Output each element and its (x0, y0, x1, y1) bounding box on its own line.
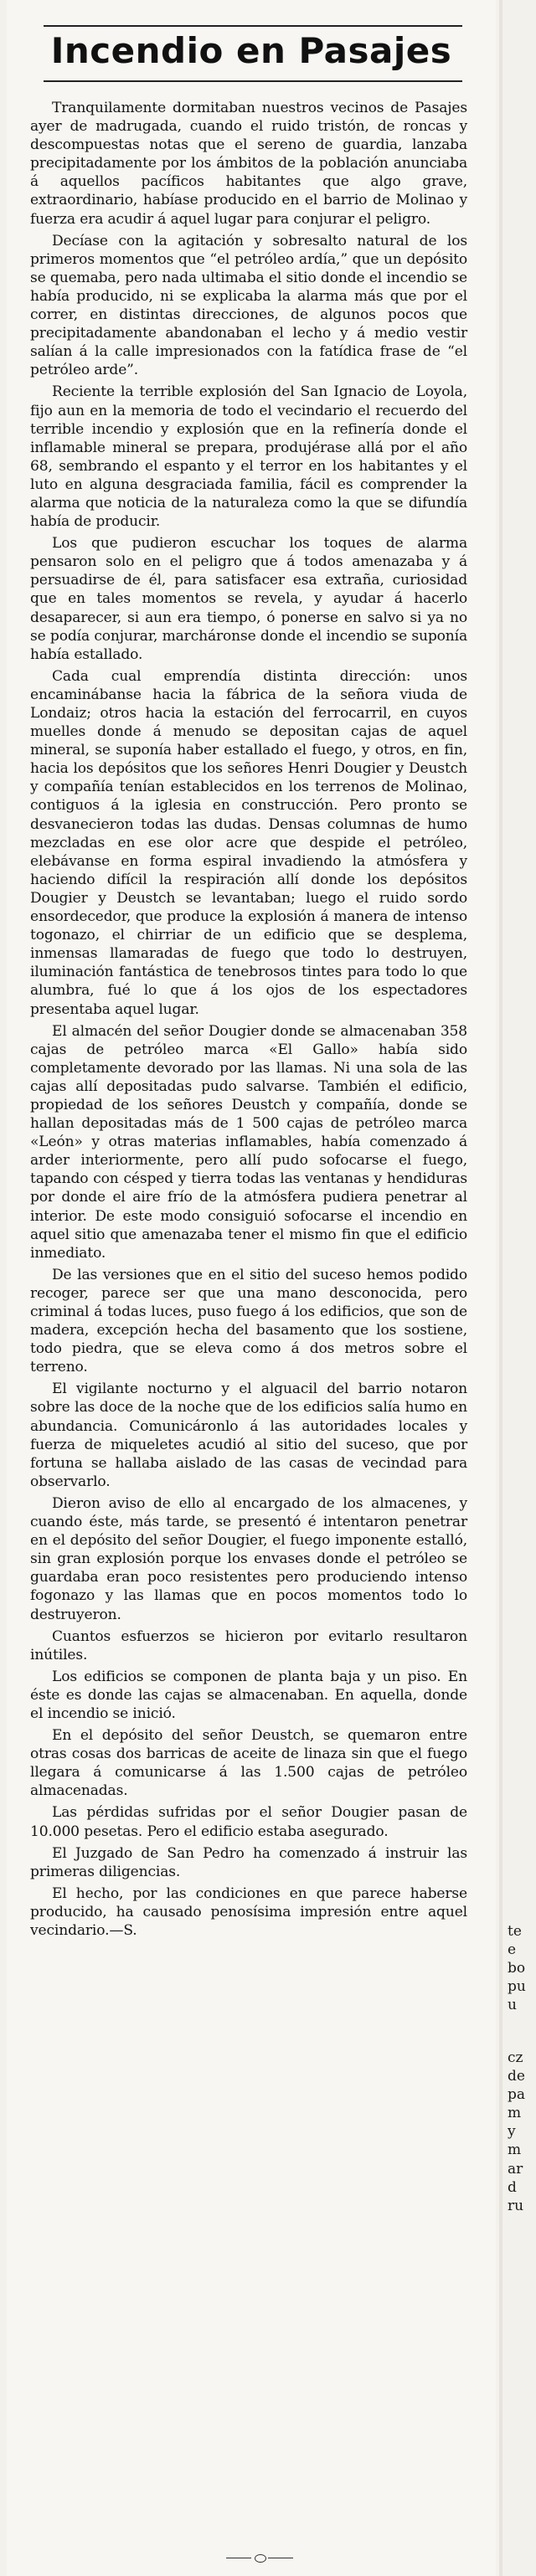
paragraph-9: Dieron aviso de ello al encargado de los almacenes, y cuando éste, más tarde, se presentó é intentaron penetrar en el depósito del señor Dougier, el fuego imponente estalló, sin gran explosión porque los envases donde el petróleo se guardaba eran poco resistentes pero produciendo intenso fogonazo y las llamas que en pocos momentos todo lo destruyeron. (30, 1494, 467, 1623)
paragraph-2: Decíase con la agitación y sobresalto natural de los primeros momentos que “el petróleo ardía,” que un depósito se quemaba, pero nada ultimaba el sitio donde el incendio se había producido, ni se explicaba la alarma más que por el correr, en distintas direcciones, de algunos pocos que precipitadamente abandonaban el lecho y á medio vestir salían á la calle impresionados con la fatídica frase de “el petróleo arde”. (30, 232, 467, 379)
adjacent-line: te (508, 1923, 522, 1940)
adjacent-line: m (508, 2105, 522, 2122)
paragraph-11: Los edificios se componen de planta baja y un piso. En éste es donde las cajas se almacenaban. En aquella, donde el incendio se inició. (30, 1668, 467, 1722)
adjacent-line: y (508, 2123, 516, 2141)
adjacent-line: de (508, 2068, 525, 2085)
paragraph-3: Reciente la terrible explosión del San Ignacio de Loyola, fijo aun en la memoria de todo el vecindario el recuerdo del terrible incendio y explosión que en la refinería donde el inflamable mineral se prepara, produjérase allá por el año 68, sembrando el espanto y el terror en los habitantes y el luto en alguna desgraciada familia, fácil es comprender la alarma que noticia de la naturaleza como la que se difundía había de producir. (30, 383, 467, 531)
adjacent-line: pa (508, 2086, 526, 2104)
adjacent-line: d (508, 2178, 517, 2196)
adjacent-column-fragment-bottom (508, 2049, 536, 2215)
paragraph-1: Tranquilamente dormitaban nuestros vecinos de Pasajes ayer de madrugada, cuando el ruido tristón, de roncas y descompuestas notas que el sereno de guardia, lanzaba precipitadamente por los ámbitos de la población anunciaba á aquellos pacíficos habitantes que algo grave, extraordinario, habíase producido en el barrio de Molinao y fuerza era acudir á aquel lugar para conjurar el peligro. (30, 100, 467, 228)
paragraph-13: Las pérdidas sufridas por el señor Dougier pasan de 10.000 pesetas. Pero el edificio estaba asegurado. (30, 1804, 467, 1840)
headline-top-rule (44, 25, 462, 27)
article-headline: Incendio en Pasajes (50, 30, 452, 71)
adjacent-line: e (508, 1941, 517, 1959)
paragraph-6: El almacén del señor Dougier donde se almacenaban 358 cajas de petróleo marca «El Gallo» había sido completamente devorado por las llamas. Ni una sola de las cajas allí depositadas pudo salvarse. También el edificio, propiedad de los señores Deustch y compañía, donde se hallan depositadas más de 1 500 cajas de petróleo marca «León» y otras materias inflamables, había comenzado á arder interiormente, pero allí pudo sofocarse el fuego, tapando con césped y tierra todas las ventanas y hendiduras por donde el aire frío de la atmósfera pudiera penetrar al interior. De este modo consiguió sofocarse el incendio en aquel sitio que amenazaba tener el mismo fin que el edificio inmediato. (30, 1022, 467, 1262)
adjacent-line: ar (508, 2160, 523, 2178)
paragraph-10: Cuantos esfuerzos se hicieron por evitarlo resultaron inútiles. (30, 1627, 467, 1663)
paragraph-12: En el depósito del señor Deustch, se quemaron entre otras cosas dos barricas de aceite de linaza sin que el fuego llegara á comunicarse á las 1.500 cajas de petróleo almacenadas. (30, 1727, 467, 1800)
adjacent-line: m (508, 2142, 522, 2159)
paragraph-15: El hecho, por las condiciones en que parece haberse producido, ha causado penosísima impresión entre aquel vecindario.—S. (30, 1884, 467, 1939)
paragraph-7: De las versiones que en el sitio del suceso hemos podido recoger, parece ser que una mano desconocida, pero criminal á todas luces, puso fuego á los edificios, que son de madera, excepción hecha del basamento que los sostiene, todo piedra, que se eleva como á dos metros sobre el terreno. (30, 1266, 467, 1376)
article-body (30, 99, 467, 1943)
adjacent-line: u (508, 1997, 517, 2014)
paragraph-14: El Juzgado de San Pedro ha comenzado á instruir las primeras diligencias. (30, 1844, 467, 1880)
adjacent-line: cz (508, 2049, 523, 2066)
adjacent-line: bo (508, 1960, 526, 1977)
paragraph-8: El vigilante nocturno y el alguacil del barrio notaron sobre las doce de la noche que de los edificios salía humo en abundancia. Comunicáronlo á las autoridades locales y fuerza de miqueletes acudió al sitio del suceso, que por fortuna se hallaba aislado de las casas de vecindad para observarlo. (30, 1381, 467, 1490)
adjacent-column-fragment-top (508, 1922, 536, 2014)
headline-bottom-rule (44, 80, 462, 82)
column-gutter (499, 0, 502, 2576)
adjacent-line: ru (508, 2197, 524, 2214)
paragraph-5: Cada cual emprendía distinta dirección: unos encaminábanse hacia la fábrica de la señora viuda de Londaiz; otros hacia la estación del ferrocarril, en cuyos muelles donde á menudo se depositan cajas de aquel mineral, se suponía haber estallado el fuego, y otros, en fin, hacia los depósitos que los señores Henri Dougier y Deustch y compañía tenían establecidos en los terrenos de Molinao, contiguos á la iglesia en construcción. Pero pronto se desvanecieron todas las dudas. Densas columnas de humo mezcladas en ese olor acre que despide el petróleo, elebávanse en forma espiral invadiendo la atmósfera y haciendo difícil la respiración allí donde los depósitos Dougier y Deustch se levantaban; luego el ruido sordo ensordecedor, que produce la explosión á manera de intenso togonazo, el chirriar de un edificio que se desplema, inmensas llamaradas de fuego que todo lo destruyen, iluminación fantástica de tenebrosos tintes para todo lo que alumbra, fué lo que á los ojos de los espectadores presentaba aquel lugar. (30, 667, 467, 1018)
adjacent-line: pu (508, 1978, 526, 1996)
end-of-article-ornament (226, 2553, 293, 2562)
paragraph-4: Los que pudieron escuchar los toques de alarma pensaron solo en el peligro que á todos amenazaba y á persuadirse de él, para satisfacer esa extraña, curiosidad que en tales momentos se revela, y ayudar á hacerlo desaparecer, si aun era tiempo, ó ponerse en salvo si ya no se podía conjurar, marcháronse donde el incendio se suponía había estallado. (30, 535, 467, 663)
